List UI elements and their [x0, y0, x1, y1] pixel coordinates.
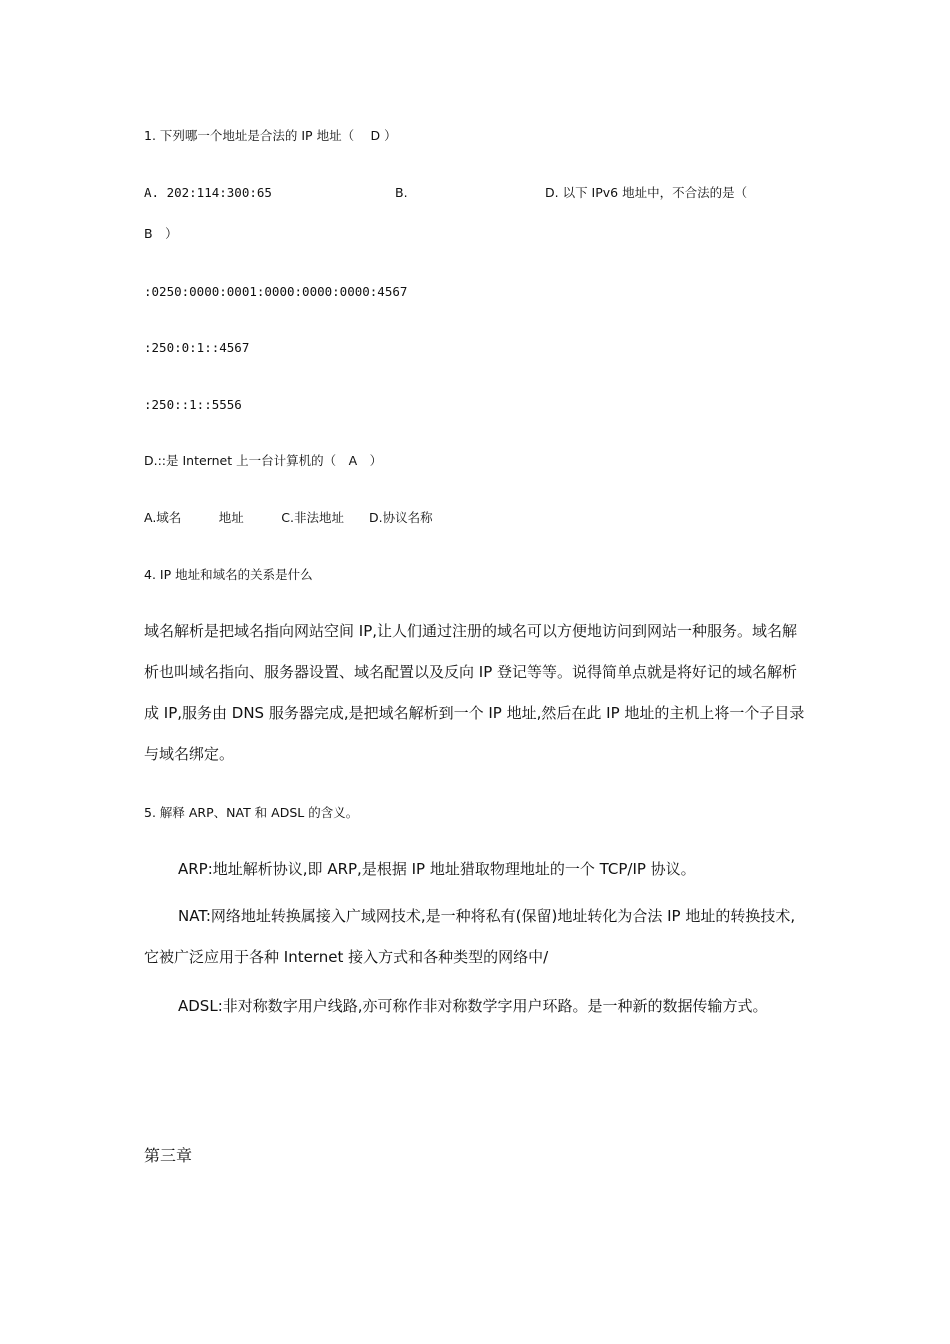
q1-stem: 1. 下列哪一个地址是合法的 IP 地址（ D ）	[144, 128, 397, 143]
ipv6-option-3: :250::1::5556	[144, 397, 242, 412]
q1-options-row	[144, 185, 844, 201]
q5-adsl: ADSL:非对称数字用户线路,亦可称作非对称数学字用户环路。是一种新的数据传输方式。	[178, 997, 768, 1015]
q5-arp: ARP:地址解析协议,即 ARP,是根据 IP 地址猎取物理地址的一个 TCP/IP 协议。	[178, 860, 696, 878]
ipv6-option-1: :0250:0000:0001:0000:0000:0000:4567	[144, 284, 408, 299]
q4-stem: 4. IP 地址和域名的关系是什么	[144, 567, 313, 582]
q3-stem: D.::是 Internet 上一台计算机的（ A ）	[144, 453, 383, 468]
q5-nat: NAT:网络地址转换属接入广域网技术,是一种将私有(保留)地址转化为合法 IP 地址的转换技术,它被广泛应用于各种 Internet 接入方式和各种类型的网络中/	[144, 907, 796, 966]
q3-options: A.域名 地址 C.非法地址 D.协议名称	[144, 510, 433, 525]
q2-answer: B ）	[144, 226, 178, 241]
q2-stem: D. 以下 IPv6 地址中，不合法的是（	[545, 185, 748, 200]
q5-stem: 5. 解释 ARP、NAT 和 ADSL 的含义。	[144, 805, 359, 820]
q1-option-b: B.	[395, 185, 408, 200]
chapter-heading: 第三章	[144, 1146, 193, 1165]
ipv6-option-2: :250:0:1::4567	[144, 340, 250, 355]
q1-option-a: A. 202:114:300:65	[144, 185, 272, 200]
q4-answer: 域名解析是把域名指向网站空间 IP,让人们通过注册的域名可以方便地访问到网站一种服务。域名解析也叫域名指向、服务器设置、域名配置以及反向 IP 登记等等。说得简单点就是将好记的域名解析成 IP,服务由 DNS 服务器完成,是把域名解析到一个 IP 地址,然后在此 IP 地址的主机上将一个子目录与域名绑定。	[144, 622, 805, 763]
